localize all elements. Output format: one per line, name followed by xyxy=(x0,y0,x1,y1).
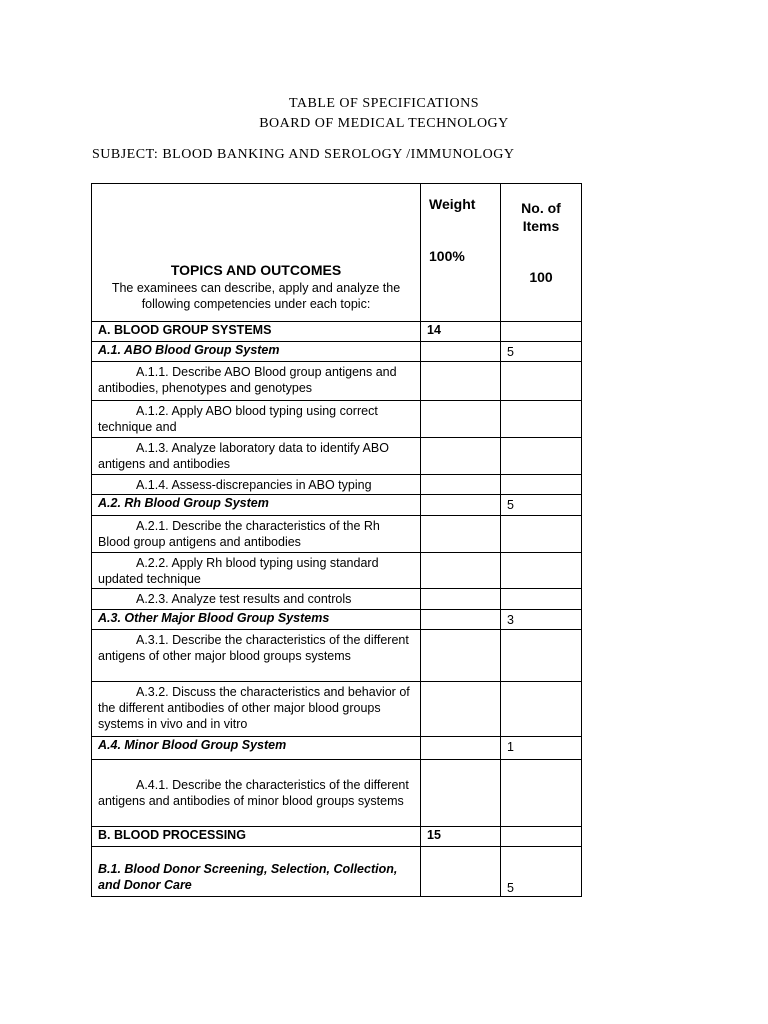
topic-text: A.1.4. Assess-discrepancies in ABO typing xyxy=(136,478,372,492)
topic-text: B. BLOOD PROCESSING xyxy=(98,828,246,842)
table-row xyxy=(92,589,582,610)
table-row xyxy=(92,847,582,897)
weight-cell xyxy=(421,495,501,516)
items-header-cell xyxy=(501,184,582,322)
weight-cell: 15 xyxy=(421,827,501,847)
topic-cell xyxy=(92,630,421,682)
weight-cell xyxy=(421,630,501,682)
topics-header-subtitle: The examinees can describe, apply and analyze the following competencies under each topic: xyxy=(111,281,401,311)
topic-text: A.4. Minor Blood Group System xyxy=(98,738,287,752)
table-header-row xyxy=(92,184,582,322)
weight-header-label: Weight xyxy=(429,196,476,212)
topic-text: A.1.1. Describe ABO Blood group antigens and antibodies, phenotypes and genotypes xyxy=(98,365,397,395)
weight-cell xyxy=(421,475,501,495)
items-cell xyxy=(501,827,582,847)
table-row xyxy=(92,682,582,737)
topic-cell xyxy=(92,438,421,475)
table-row xyxy=(92,401,582,438)
table-row xyxy=(92,553,582,589)
topic-cell xyxy=(92,475,421,495)
topic-cell xyxy=(92,847,421,897)
topics-header-title: TOPICS AND OUTCOMES xyxy=(170,262,342,278)
weight-cell xyxy=(421,553,501,589)
items-cell xyxy=(501,401,582,438)
weight-cell xyxy=(421,760,501,827)
topic-cell xyxy=(92,362,421,401)
table-row xyxy=(92,438,582,475)
topic-cell xyxy=(92,682,421,737)
topic-text: A.3.2. Discuss the characteristics and behavior of the different antibodies of other major blood groups systems in vivo and in vitro xyxy=(98,685,410,731)
weight-cell xyxy=(421,589,501,610)
weight-cell xyxy=(421,610,501,630)
table-row xyxy=(92,322,582,342)
table-row xyxy=(92,737,582,760)
items-cell: 1 xyxy=(501,737,582,760)
title-line-2: BOARD OF MEDICAL TECHNOLOGY xyxy=(259,116,509,131)
items-cell: 5 xyxy=(501,342,582,362)
weight-cell: 14 xyxy=(421,322,501,342)
topic-text: A.3.1. Describe the characteristics of the different antigens of other major blood groups systems xyxy=(98,633,409,663)
topic-text: A.4.1. Describe the characteristics of the different antigens and antibodies of minor blood groups systems xyxy=(98,778,409,808)
weight-cell xyxy=(421,847,501,897)
topic-cell xyxy=(92,610,421,630)
items-cell: 5 xyxy=(501,495,582,516)
table-row xyxy=(92,760,582,827)
topic-text: A.3. Other Major Blood Group Systems xyxy=(98,611,330,625)
specifications-table xyxy=(91,183,582,897)
items-cell xyxy=(501,475,582,495)
table-row xyxy=(92,475,582,495)
topic-text: A.2. Rh Blood Group System xyxy=(98,496,269,510)
table-row xyxy=(92,516,582,553)
items-cell xyxy=(501,589,582,610)
items-header-label: No. of Items xyxy=(521,200,561,234)
topic-text: A.2.2. Apply Rh blood typing using standard updated technique xyxy=(98,556,379,586)
table-row xyxy=(92,610,582,630)
topic-cell xyxy=(92,322,421,342)
topic-text: A. BLOOD GROUP SYSTEMS xyxy=(98,323,272,337)
topic-cell xyxy=(92,516,421,553)
items-cell xyxy=(501,362,582,401)
topic-cell xyxy=(92,737,421,760)
weight-cell xyxy=(421,401,501,438)
items-cell: 5 xyxy=(501,847,582,897)
weight-header-value: 100% xyxy=(429,248,465,264)
topic-cell xyxy=(92,401,421,438)
topic-text: A.1. ABO Blood Group System xyxy=(98,343,280,357)
table-row xyxy=(92,342,582,362)
subject-line: SUBJECT: BLOOD BANKING AND SEROLOGY /IMMUNOLOGY xyxy=(92,147,515,162)
items-header-value: 100 xyxy=(529,269,553,285)
topic-cell xyxy=(92,553,421,589)
weight-header-cell xyxy=(421,184,501,322)
weight-cell xyxy=(421,737,501,760)
items-cell xyxy=(501,682,582,737)
weight-cell xyxy=(421,342,501,362)
items-cell: 3 xyxy=(501,610,582,630)
title-line-1: TABLE OF SPECIFICATIONS xyxy=(288,96,480,111)
topics-header-cell xyxy=(92,184,421,322)
items-cell xyxy=(501,553,582,589)
topic-cell xyxy=(92,342,421,362)
topic-text: B.1. Blood Donor Screening, Selection, Collection, and Donor Care xyxy=(98,862,398,892)
items-cell xyxy=(501,438,582,475)
items-cell xyxy=(501,322,582,342)
items-cell xyxy=(501,630,582,682)
table-row xyxy=(92,827,582,847)
table-row xyxy=(92,630,582,682)
topic-cell xyxy=(92,760,421,827)
topic-text: A.1.3. Analyze laboratory data to identify ABO antigens and antibodies xyxy=(98,441,389,471)
document-title xyxy=(0,94,768,134)
topic-cell xyxy=(92,589,421,610)
topic-cell xyxy=(92,495,421,516)
items-cell xyxy=(501,760,582,827)
topic-text: A.2.1. Describe the characteristics of the Rh Blood group antigens and antibodies xyxy=(98,519,380,549)
weight-cell xyxy=(421,682,501,737)
weight-cell xyxy=(421,438,501,475)
table-row xyxy=(92,362,582,401)
topic-text: A.2.3. Analyze test results and controls xyxy=(136,592,352,606)
topic-text: A.1.2. Apply ABO blood typing using correct technique and xyxy=(98,404,378,434)
table-row xyxy=(92,495,582,516)
weight-cell xyxy=(421,516,501,553)
items-cell xyxy=(501,516,582,553)
topic-cell xyxy=(92,827,421,847)
weight-cell xyxy=(421,362,501,401)
